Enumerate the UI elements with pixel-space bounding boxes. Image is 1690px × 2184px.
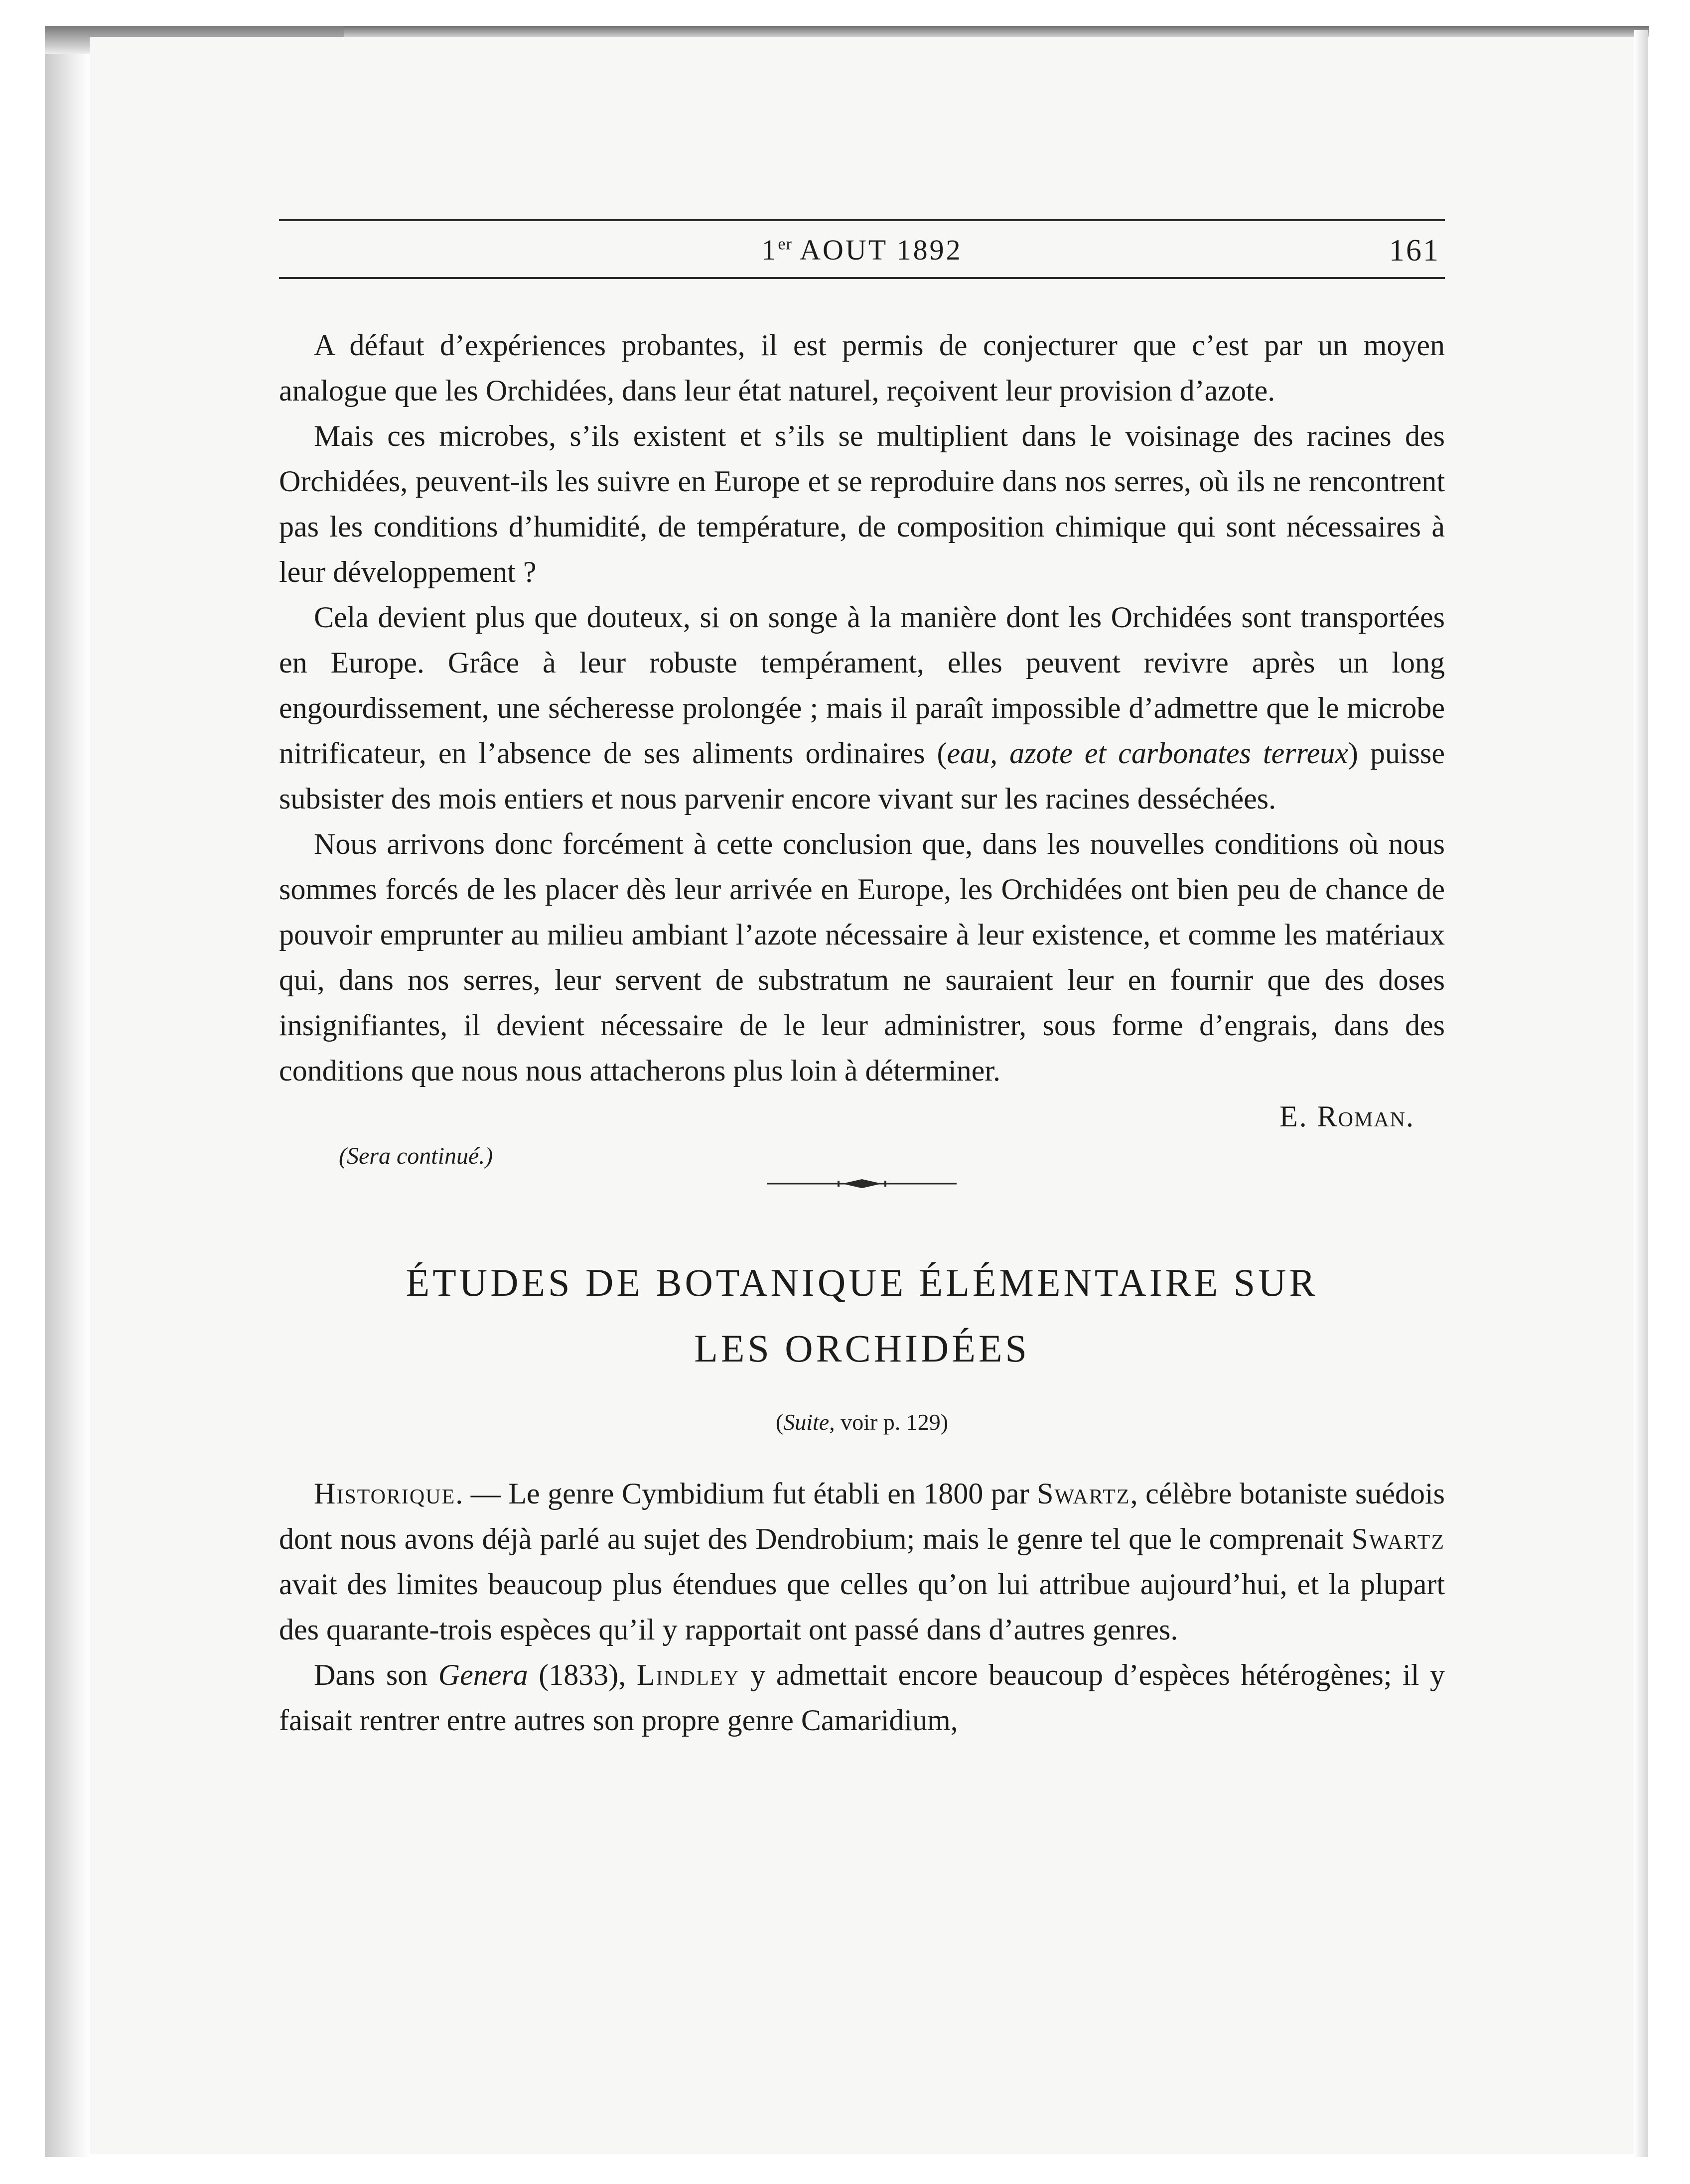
subtitle-paren: ( xyxy=(775,1409,784,1435)
paragraph: Mais ces microbes, s’ils existent et s’ils se multiplient dans le voisinage des racines des Orchidées, peuvent-ils les suivre en Europe et se reproduire dans nos serres, où ils ne rencontrent pas les conditions d’humidité, de température, de composition chimique qui sont nécessaires à leur développement ? xyxy=(279,419,1445,588)
paragraph: Nous arrivons donc forcément à cette conclusion que, dans les nouvelles conditions où nous sommes forcés de les placer dès leur arrivée en Europe, les Orchidées ont bien peu de chance de pouvoir emprunter au milieu ambiant l’azote nécessaire à leur existence, et comme les matériaux qui, dans nos serres, leur servent de substratum ne sauraient leur en fournir que des doses insignifiantes, il devient nécessaire de le leur administrer, sous forme d’engrais, dans des conditions que nous nous attacherons plus loin à déterminer. xyxy=(279,827,1445,1087)
section-title-line: ÉTUDES DE BOTANIQUE ÉLÉMENTAIRE SUR xyxy=(406,1261,1318,1304)
date-month-year: AOUT 1892 xyxy=(792,234,963,266)
paragraph xyxy=(279,1652,1445,1743)
paragraph xyxy=(279,595,1445,821)
subtitle-text: voir p. 129) xyxy=(835,1409,949,1435)
paragraph-text: avait des limites beaucoup plus étendues que celles qu’on lui attribue aujourd’hui, et la plupart des quarante-trois espèces qu’il y rapportait ont passé dans d’autres genres. xyxy=(279,1568,1445,1646)
author-initial: E. xyxy=(1279,1100,1317,1133)
author-period: . xyxy=(1406,1100,1415,1133)
header-row xyxy=(279,221,1445,277)
paragraph: A défaut d’expériences probantes, il est permis de conjecturer que c’est par un moyen analogue que les Orchidées, dans leur état naturel, reçoivent leur provision d’azote. xyxy=(279,329,1445,407)
paragraph xyxy=(279,1471,1445,1652)
page-number: 161 xyxy=(1389,234,1440,268)
paragraph-text: ) puisse subsister des mois entiers et nous parvenir encore vivant sur les racines desséchées. xyxy=(279,737,1445,815)
scan-right-shadow xyxy=(1634,30,1648,2157)
author-reference: Swartz xyxy=(1037,1477,1130,1510)
paragraph-text: y admettait encore beaucoup d’espèces hétérogènes; il y faisait rentrer entre autres son propre genre Camaridium, xyxy=(279,1658,1445,1737)
subtitle-italic: Suite, xyxy=(783,1409,835,1435)
author-reference: Lindley xyxy=(636,1658,740,1691)
header-bottom-rule xyxy=(279,277,1445,279)
paragraph-text: . — Le genre Cymbidium fut établi en 1800 par xyxy=(455,1477,1037,1510)
paragraph-italic-text: eau, azote et carbonates terreux xyxy=(947,737,1348,770)
main-content xyxy=(279,323,1445,1743)
page-header xyxy=(279,219,1445,279)
date-day-suffix: er xyxy=(778,235,792,254)
paragraph-text: Dans son xyxy=(314,1658,438,1691)
paragraph-label: Historique xyxy=(314,1477,456,1510)
date-day: 1 xyxy=(761,234,778,266)
paragraph-text: , célèbre botaniste suédois dont nous avons déjà parlé au sujet des Dendrobium; mais le genre tel que le comprenait xyxy=(279,1477,1445,1555)
author-signature xyxy=(279,1093,1445,1139)
author-reference: Swartz xyxy=(1351,1522,1445,1555)
author-name: Roman xyxy=(1317,1100,1406,1133)
section-divider-ornament xyxy=(767,1176,957,1191)
scan-left-shadow xyxy=(45,30,90,2157)
running-title xyxy=(279,233,1445,267)
book-title: Genera xyxy=(438,1658,528,1691)
section-title xyxy=(279,1250,1445,1381)
section-subtitle xyxy=(279,1402,1445,1442)
section-title-line: LES ORCHIDÉES xyxy=(694,1327,1030,1370)
paragraph-text: Cela devient plus que douteux, si on songe à la manière dont les Orchidées sont transportées en Europe. Grâce à leur robuste tempérament, elles peuvent revivre après un long engourdissement, une sécheresse prolongée ; mais il paraît impossible d’admettre que le microbe nitrificateur, en l’absence de ses aliments ordinaires ( xyxy=(279,601,1445,770)
paragraph-text: (1833), xyxy=(528,1658,637,1691)
continue-note: (Sera continué.) xyxy=(339,1143,493,1169)
